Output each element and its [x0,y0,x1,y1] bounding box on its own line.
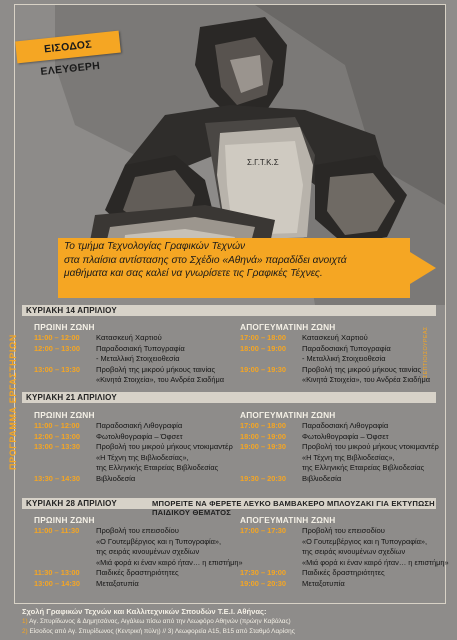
activity: Παραδοσιακή Τυπογραφία [302,343,391,353]
time: 13:00 – 13:30 [34,364,81,374]
activity: «Η Τέχνη της Βιβλιοδεσίας», [302,452,395,462]
schedule-row [240,442,439,453]
morning-zone-label: ΠΡΩΙΝΗ ΖΩΝΗ [34,410,95,420]
time: 17:00 – 17:30 [240,526,287,535]
schedule-row [240,557,449,569]
activity: της σειράς κινουμένων σχεδίων [96,547,200,556]
schedule-row [240,537,430,548]
time: 13:00 – 14:30 [34,578,81,588]
footer-line-number: 1) [22,618,28,625]
schedule-row [240,526,430,537]
schedule-row [34,365,224,376]
schedule-row [34,568,224,579]
activity: Κατασκευή Χαρτιού [302,333,368,342]
activity: Φωτολιθογραφία – Όφσετ [96,431,183,441]
afternoon-zone-label: ΑΠΟΓΕΥΜΑΤΙΝΗ ΖΩΝΗ [240,410,336,420]
schedule-row [34,579,224,590]
activity: Βιβλιοδεσία [96,473,136,483]
schedule-row [240,453,430,464]
schedule-row [34,432,224,443]
schedule-row [240,354,430,365]
schedule-row [34,463,224,474]
time: 19:30 – 20:30 [240,473,287,483]
activity: - Μεταλλική Στοιχειοθεσία [302,354,386,363]
time: 18:00 – 19:00 [240,343,287,353]
schedule-row [240,579,430,590]
activity: Μεταξοτυπία [96,578,139,588]
schedule-row [34,354,224,365]
footer-title: Σχολή Γραφικών Τεχνών και Καλλιτεχνικών Σπουδών Τ.Ε.Ι. Αθήνας: [22,607,267,616]
free-entry-label: ΕΙΣΟΔΟΣ ΕΛΕΥΘΕΡΗ [39,38,101,78]
schedule-morning-3 [34,526,243,589]
activity: Προβολή του μικρού μήκους ντοκιμαντέρ [302,442,439,451]
day-bar-3 [22,498,436,517]
day-title: ΚΥΡΙΑΚΗ 21 ΑΠΡΙΛΙΟΥ [26,393,117,402]
footer-line-number: 2) [22,628,28,635]
day-bar-1 [22,305,436,316]
footer-line [22,618,291,625]
footer-line-text: Αγ. Σπυρίδωνος & Δημητσάνας, Αιγάλεω πίσω από την Λεωφόρο Αθηνών (πρώην Καβάλας) [29,618,291,625]
time: 12:00 – 13:00 [34,343,81,353]
activity: «Ο Γουτεμβέργιος και η Τυπογραφία», [96,536,222,546]
schedule-row [34,547,224,558]
day-note: ΜΠΟΡΕΙΤΕ ΝΑ ΦΕΡΕΤΕ ΛΕΥΚΟ ΒΑΜΒΑΚΕΡΟ ΜΠΛΟΥΖΑΚΙ ΓΙΑ ΕΚΤΥΠΩΣΗ ΠΑΙΔΙΚΟΥ ΘΕΜΑΤΟΣ [152,499,435,517]
morning-zone-label: ΠΡΩΙΝΗ ΖΩΝΗ [34,515,95,525]
footer [0,604,457,640]
activity: Προβολή της μικρού μήκους ταινίας [302,364,422,374]
side-label-text: ΠΡΟΓΡΑΜΜΑ ΕΡΓΑΣΤΗΡΙΩΝ [8,334,18,470]
time: 19:00 – 19:30 [240,364,287,374]
day-bar-2 [22,392,436,403]
schedule-row [240,421,430,432]
activity: Προβολή της μικρού μήκους ταινίας [96,364,216,374]
activity: Μεταξοτυπία [302,578,345,588]
activity: της Ελληνικής Εταιρείας Βιβλιοδεσίας [302,463,425,472]
activity: «Ο Γουτεμβέργιος και η Τυπογραφία», [302,536,428,546]
activity: «Μιά φορά κι έναν καιρό ήταν… η επιστήμη» [96,557,243,567]
afternoon-zone-label: ΑΠΟΓΕΥΜΑΤΙΝΗ ΖΩΝΗ [240,515,336,525]
footer-line [22,628,295,635]
day-title: ΚΥΡΙΑΚΗ 14 ΑΠΡΙΛΙΟΥ [26,306,117,315]
schedule-afternoon-3 [240,526,449,589]
schedule-row [34,344,224,355]
schedule-row [240,375,430,386]
activity: Προβολή του επεισοδίου [96,526,179,535]
activity: της σειράς κινουμένων σχεδίων [302,547,406,556]
time: 13:00 – 13:30 [34,442,81,451]
intro-box [58,238,410,298]
schedule-morning-2 [34,421,233,484]
activity: Παιδικές δραστηριότητες [302,568,385,577]
schedule-row [240,333,430,344]
activity: «Η Τέχνη της Βιβλιοδεσίας», [96,452,189,462]
schedule-row [240,463,430,474]
activity: Παραδοσιακή Λιθογραφία [302,421,389,430]
intro-line: μαθήματα και σας καλεί να γνωρίσετε τις Γραφικές Τέχνες. [64,268,323,279]
time: 18:00 – 19:00 [240,431,287,441]
activity: «Κινητά Στοιχεία», του Ανδρέα Σιαδήμα [96,375,224,384]
schedule-row [34,453,224,464]
morning-zone-label: ΠΡΩΙΝΗ ΖΩΝΗ [34,322,95,332]
intro-line: Το τμήμα Τεχνολογίας Γραφικών Τεχνών [64,241,246,252]
schedule-afternoon-1 [240,333,430,386]
afternoon-zone-label: ΑΠΟΓΕΥΜΑΤΙΝΗ ΖΩΝΗ [240,322,336,332]
schedule-afternoon-2 [240,421,439,484]
day-title: ΚΥΡΙΑΚΗ 28 ΑΠΡΙΛΙΟΥ [26,499,117,508]
schedule-row [34,421,224,432]
time: 19:00 – 19:30 [240,442,287,451]
schedule-row [240,365,430,376]
activity: - Μεταλλική Στοιχειοθεσία [96,354,180,363]
activity: Παραδοσιακή Τυπογραφία [96,343,185,353]
activity: «Κινητά Στοιχεία», του Ανδρέα Σιαδήμα [302,375,430,384]
schedule-row [240,568,430,579]
time: 13:30 – 14:30 [34,473,81,483]
schedule-row [240,547,430,558]
time: 12:00 – 13:00 [34,431,81,441]
time: 11:30 – 13:00 [34,568,80,577]
schedule-row [34,442,233,453]
schedule-row [240,344,430,355]
activity: της Ελληνικής Εταιρείας Βιβλιοδεσίας [96,463,219,472]
schedule-row [34,557,243,569]
schedule-row [240,432,430,443]
time: 17:00 – 18:00 [240,421,287,430]
designer-credit-text: ΣΕΠΤΙΟΙΣΟΥΡΕΑΣ [423,326,429,378]
schedule-row [34,333,224,344]
footer-line-text: Είσοδος από Αγ. Σπυρίδωνος (Κεντρική πύλη) // 3) Λεωφορεία Α15, Β15 από Σταθμό Λαρίσης [29,628,295,635]
time: 11:00 – 12:00 [34,333,80,342]
activity: Παραδοσιακή Λιθογραφία [96,421,183,430]
schedule-row [34,537,224,548]
intro-line: στα πλαίσια αντίστασης στο Σχέδιο «Αθηνά» παραδίδει ανοιχτά [64,254,347,266]
activity: Προβολή του μικρού μήκους ντοκιμαντέρ [96,442,233,451]
schedule-row [34,474,224,485]
schedule-morning-1 [34,333,224,386]
intro-text [64,240,404,281]
activity: Βιβλιοδεσία [302,473,342,483]
schedule-row [34,526,224,537]
schedule-row [34,375,224,386]
activity: Προβολή του επεισοδίου [302,526,385,535]
activity: Φωτολιθογραφία – Όφσετ [302,431,389,441]
activity: «Μιά φορά κι έναν καιρό ήταν… η επιστήμη» [302,557,449,567]
apron-text: Σ.Γ.Τ.Κ.Σ [247,158,279,167]
activity: Παιδικές δραστηριότητες [96,568,179,577]
time: 17:00 – 18:00 [240,333,287,342]
time: 11:00 – 11:30 [34,526,80,535]
schedule-row [240,474,430,485]
time: 19:00 – 20:30 [240,578,287,588]
time: 17:30 – 19:00 [240,568,287,577]
intro-arrow [410,252,436,284]
activity: Κατασκευή Χαρτιού [96,333,162,342]
time: 11:00 – 12:00 [34,421,80,430]
